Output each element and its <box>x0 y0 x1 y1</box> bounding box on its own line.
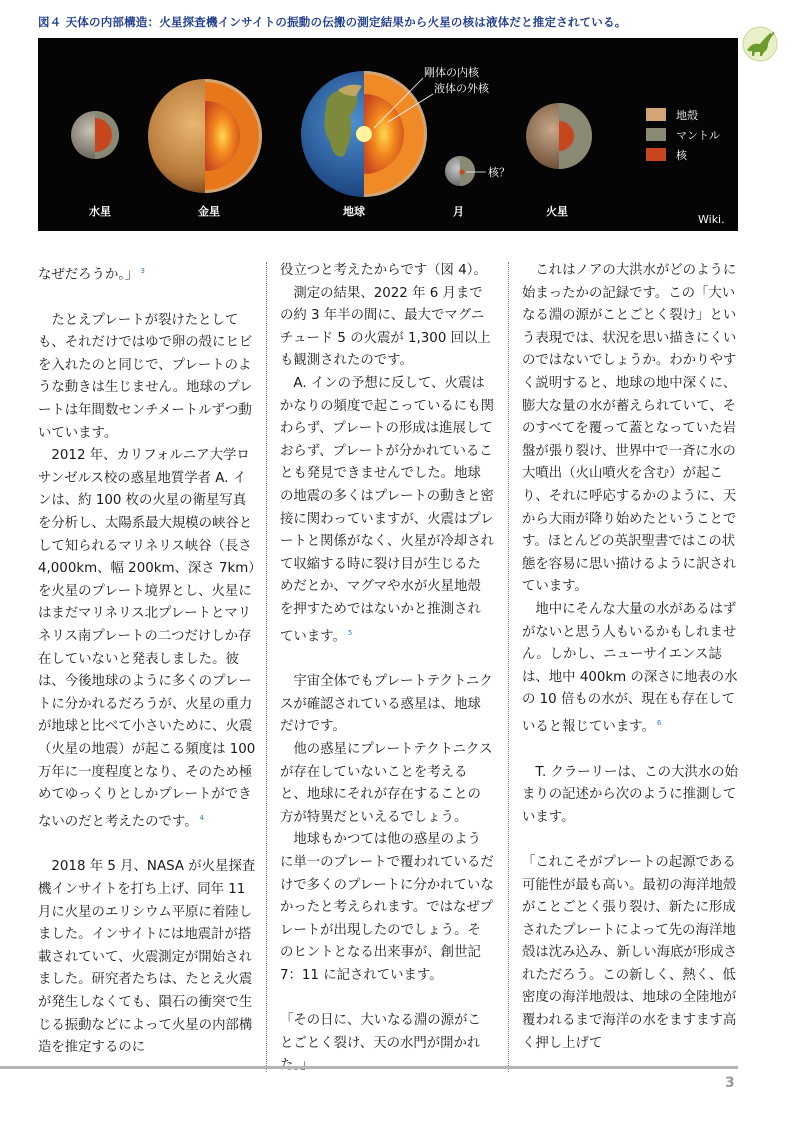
paragraph: 2018 年 5 月、NASA が火星探査機インサイトを打ち上げ、同年 11 月に火星のエリシウム平原に着陸しました。インサイトには地震計が搭載されていて、火震測定が開始されました。研究者たちは、たとえ火震が発生しなくても、隕石の衝突で生じる振動などによって火星の内部構造を推定するのに <box>38 859 256 1056</box>
figure-caption: 図４ 天体の内部構造：火星探査機インサイトの振動の伝搬の測定結果から火星の核は液体だと推定されている。 <box>38 15 627 29</box>
legend-swatch-crust <box>646 108 666 121</box>
text-column-2 <box>280 260 494 1078</box>
paragraph: なぜだろうか。」 $^3$ <box>38 267 145 283</box>
reference-mark: 5 <box>347 628 353 637</box>
paragraph: たとえプレートが裂けたとしても、それだけではゆで卵の殻にヒビを入れたのと同じで、プレートのような動きは生じません。地球のプレートは年間数センチメートルずつ動いています。 <box>38 312 253 441</box>
earth-diagram <box>301 71 427 197</box>
quote: 「これこそがプレートの起源である可能性が最も高い。最初の海洋地殻がことごとく張り裂け、新たに形成されたプレートによって先の海洋地殻は沈み込み、新しい海底が形成されただろう。この新しく、熱く、低密度の海洋地殻は、地球の全陸地が覆われるまで海洋の水をますます高く押し上げて <box>522 854 738 1051</box>
moon-diagram <box>445 156 475 186</box>
footer-rule <box>0 1066 738 1069</box>
mercury-diagram <box>71 111 119 159</box>
page-number: 3 <box>725 1075 735 1091</box>
text-column-1 <box>38 260 256 1060</box>
column-divider <box>508 262 509 1072</box>
reference-mark: 3 <box>140 267 145 275</box>
reference-mark: 4 <box>199 813 205 822</box>
planet-label-mars: 火星 <box>546 205 568 218</box>
planet-label-mercury: 水星 <box>89 205 111 218</box>
planet-label-moon: 月 <box>453 205 464 218</box>
paragraph: A. インの予想に反して、火震はかなりの頻度で起こっているにも関わらず、プレートの形成は進展しておらず、プレートが分かれていることも発見できませんでした。地球の地震の多くはプレートの動きと密接に関わっていますが、火震はプレートと関係がなく、火星が冷却されて収縮する時に裂け目が生じるためだとか、マグマや水が火星地殻を押すためではないかと推測されています。 $^5$ <box>280 375 494 644</box>
dinosaur-logo-icon <box>738 22 782 62</box>
paragraph: 地球もかつては他の惑星のように単一のプレートで覆われているだけで多くのプレートに分かれていなかったと考えられます。ではなぜプレートが出現したのでしょう。そのヒントとなる出来事が、創世記 7：11 に記されています。 <box>280 832 494 983</box>
image-credit: Wiki. <box>698 213 725 226</box>
earth-outer-core-label: 液体の外核 <box>434 82 489 95</box>
venus-diagram <box>148 79 262 193</box>
column-divider <box>266 262 267 1072</box>
paragraph: 測定の結果、2022 年 6 月までの約 3 年半の間に、最大でマグニチュード 5 の火震が 1,300 回以上も観測されたのです。 <box>280 285 491 369</box>
moon-core-label: 核？ <box>488 166 510 179</box>
paragraph: 役立つと考えたからです（図 4）。 <box>280 263 487 278</box>
paragraph: 宇宙全体でもプレートテクトニクスが確認されている惑星は、地球だけです。 <box>280 674 493 735</box>
planet-label-earth: 地球 <box>343 205 365 218</box>
legend-swatch-core <box>646 148 666 161</box>
paragraph: 2012 年、カリフォルニア大学ロサンゼルス校の惑星地質学者 A. インは、約 100 枚の火星の衛星写真を分析し、太陽系最大規模の峡谷として知られるマリネリス峡谷（長さ 4,000km、幅 200km、深さ 7km）を火星のプレート境界とし、火星にはまだマリネリス北プレートとマリネリス南プレートの二つだけしか存在していないと発表しました。彼は、今後地球のように多くのプレートに分かれるだろうが、火星の重力が地球と比べて小さいために、火震（火星の地震）が起こる頻度は 100 万年に一度程度となり、そのため極めてゆっくりとしかプレートができないのだと考えたのです。 $^4$ <box>38 448 256 830</box>
text-column-3 <box>522 260 738 1055</box>
paragraph: 地中にそんな大量の水があるはずがないと思う人もいるかもしれません。しかし、ニューサイエンス誌は、地中 400km の深さに地表の水の 10 倍もの水が、現在も存在していると報じています。 $^6$ <box>522 601 738 735</box>
legend-swatch-mantle <box>646 128 666 141</box>
mars-diagram <box>526 103 592 169</box>
reference-mark: 6 <box>656 718 662 727</box>
legend-label-core: 核 <box>676 149 687 162</box>
paragraph: 他の惑星にプレートテクトニクスが存在していないことを考えると、地球にそれが存在することの方が特異だといえるでしょう。 <box>280 741 493 825</box>
legend-label-crust: 地殻 <box>676 109 698 122</box>
legend-label-mantle: マントル <box>676 129 720 142</box>
planet-label-venus: 金星 <box>198 205 220 218</box>
paragraph: T. クラーリーは、この大洪水の始まりの記述から次のように推測しています。 <box>522 764 738 825</box>
earth-inner-core-label: 剛体の内核 <box>424 66 479 79</box>
paragraph: これはノアの大洪水がどのように始まったかの記録です。この「大いなる淵の源がことごとく裂け」という表現では、状況を思い描きにくいのではないでしょうか。わかりやすく説明すると、地球の地中深くに、膨大な量の水が蓄えられていて、そのすべてを覆って蓋となっていた岩盤が張り裂け、世界中で一斉に水の大噴出（火山噴火を含む）が起こり、それに呼応するかのように、天から大雨が降り始めたということです。ほとんどの英訳聖書ではこの状態を容易に思い描けるように訳されています。 <box>522 263 737 595</box>
scripture-quote: 「その日に、大いなる淵の源がことごとく裂け、天の水門が開かれ <box>280 1013 481 1051</box>
planet-interior-figure <box>38 38 738 231</box>
